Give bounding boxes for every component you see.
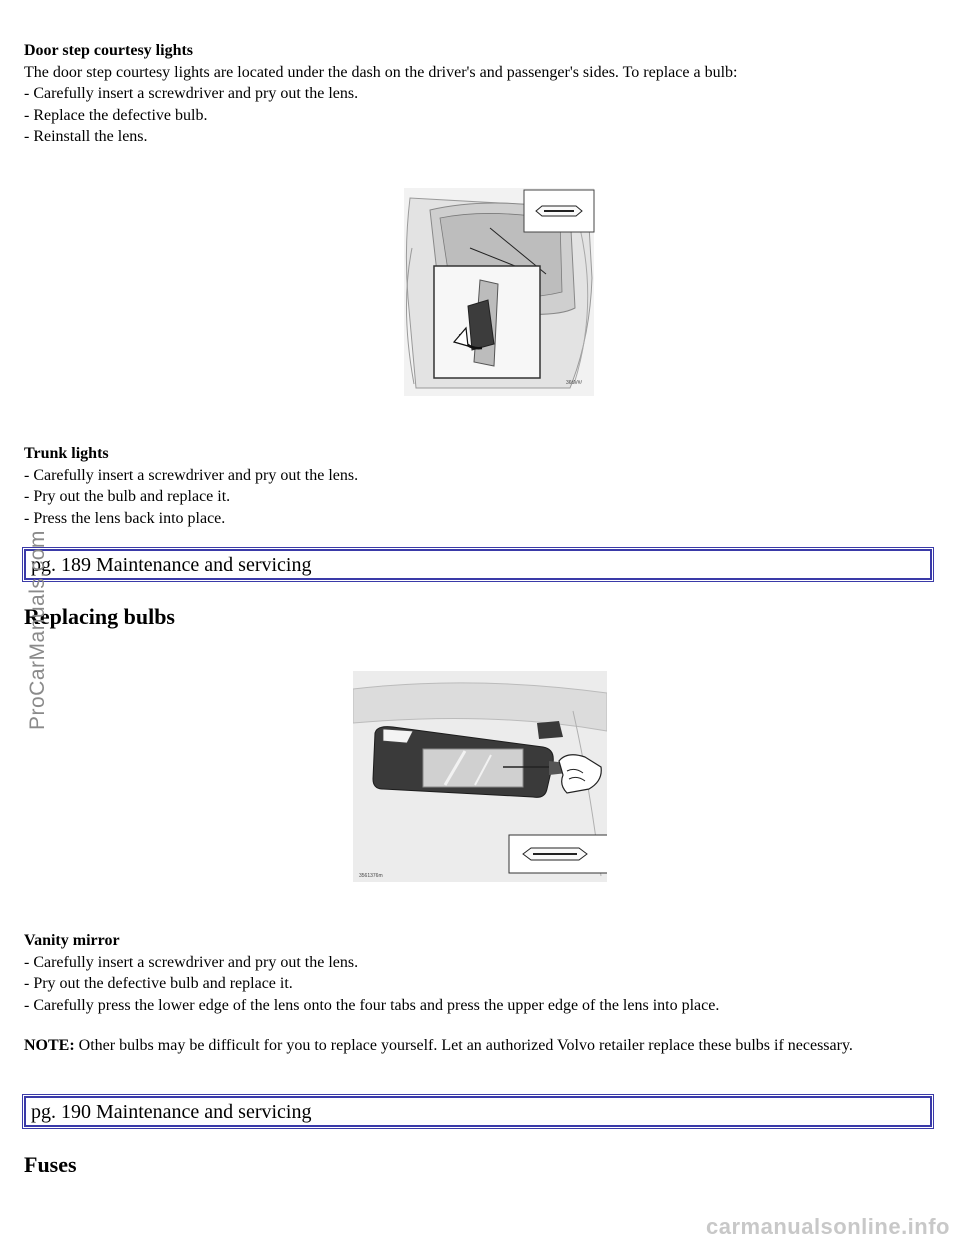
- vanity-mirror-step-1: - Carefully insert a screwdriver and pry out the lens.: [24, 953, 359, 971]
- trunk-lights-heading: Trunk lights: [24, 445, 109, 462]
- footer-watermark: carmanualsonline.info: [706, 1214, 950, 1239]
- page-banner-190-text: pg. 190 Maintenance and servicing: [31, 1101, 312, 1123]
- trunk-lights-step-1: - Carefully insert a screwdriver and pry out the lens.: [24, 466, 359, 484]
- page-banner-189-text: pg. 189 Maintenance and servicing: [31, 554, 312, 576]
- vanity-mirror-step-2: - Pry out the defective bulb and replace it.: [24, 975, 293, 992]
- door-step-heading: Door step courtesy lights: [24, 42, 194, 59]
- door-step-step-3: - Reinstall the lens.: [24, 128, 148, 145]
- side-watermark: ProCarManuals.com: [26, 530, 49, 730]
- page-banner-190: [24, 1096, 932, 1127]
- trunk-figure-code: 36t/V#/: [566, 380, 582, 386]
- vanity-mirror-section: [24, 930, 719, 1016]
- note-text: Other bulbs may be difficult for you to replace yourself. Let an authorized Volvo retailer replace these bulbs if necessary.: [74, 1037, 853, 1054]
- door-step-section: [24, 40, 737, 148]
- trunk-lights-step-3: - Press the lens back into place.: [24, 509, 226, 527]
- note-paragraph: [24, 1035, 934, 1057]
- replacing-bulbs-title: Replacing bulbs: [24, 604, 175, 629]
- vanity-mirror-step-3: - Carefully press the lower edge of the lens onto the four tabs and press the upper edge of the lens into place.: [24, 996, 720, 1014]
- page-banner-189: [24, 549, 932, 580]
- trunk-lights-step-2: - Pry out the bulb and replace it.: [24, 488, 231, 505]
- door-step-step-1: - Carefully insert a screwdriver and pry out the lens.: [24, 85, 359, 102]
- vanity-mirror-heading: Vanity mirror: [24, 932, 120, 949]
- trunk-lights-section: [24, 443, 358, 529]
- vanity-mirror-figure: [353, 671, 607, 887]
- vanity-figure-code: 3561376m: [359, 873, 383, 879]
- note-label: NOTE:: [24, 1037, 75, 1054]
- fuses-title: Fuses: [24, 1152, 77, 1177]
- door-step-step-2: - Replace the defective bulb.: [24, 106, 208, 124]
- door-step-intro: The door step courtesy lights are located under the dash on the driver's and passenger's sides. To replace a bulb:: [24, 63, 738, 81]
- trunk-light-figure: [370, 188, 596, 405]
